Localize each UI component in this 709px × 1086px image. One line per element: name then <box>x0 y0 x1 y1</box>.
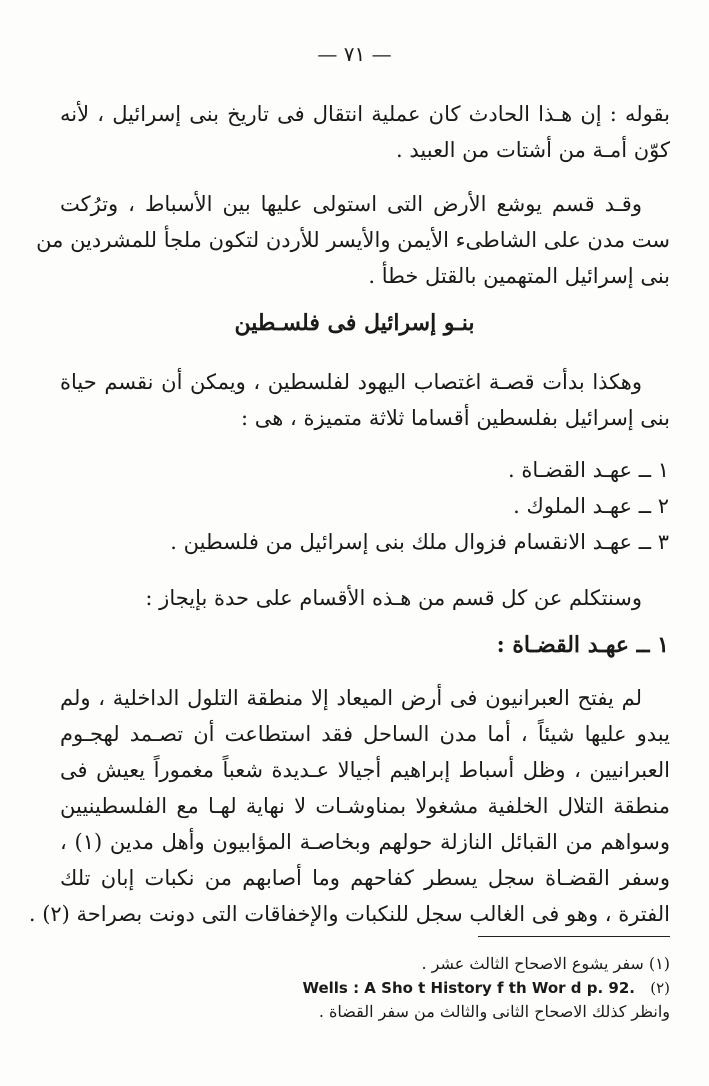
list-item: ٢ ــ عهـد الملوك . <box>513 494 669 518</box>
list-item: ١ ــ عهـد القضـاة . <box>508 458 669 482</box>
paragraph-line: ست مدن على الشاطىء الأيمن والأيسر للأردن لتكون ملجأ للمشردين من <box>36 228 670 252</box>
paragraph-line: بنى إسرائيل بفلسطين أقساما ثلاثة متميزة ، هى : <box>241 406 670 430</box>
footnote-divider <box>478 936 670 937</box>
footnote-2-text: Wells : A Sho t History f th Wor d p. 92. <box>302 979 635 997</box>
footnote-2-mark: (٢) <box>650 979 670 997</box>
footnote-2 <box>200 976 670 1000</box>
subsection-heading: ١ ــ عهـد القضـاة : <box>496 632 669 658</box>
paragraph-line: يبدو عليها شيئاً ، أما مدن الساحل فقد استطاعت أن تصـمد لهجـوم <box>60 722 670 746</box>
paragraph-line: كوّن أمـة من أشتات من العبيد . <box>396 138 670 162</box>
paragraph-2 <box>36 186 670 294</box>
paragraph-line: وهكذا بدأت قصـة اغتصاب اليهود لفلسطين ، ويمكن أن نقسم حياة <box>60 370 642 394</box>
paragraph-line: وسفر القضـاة سجل يسطر كفاحهم وما أصابهم من نكبات إبان تلك <box>60 866 670 890</box>
paragraph-line: بنى إسرائيل المتهمين بالقتل خطأ . <box>368 264 670 288</box>
page-number: — ٧١ — <box>317 42 392 66</box>
list-item: ٣ ــ عهـد الانقسام فزوال ملك بنى إسرائيل من فلسطين . <box>170 530 669 554</box>
paragraph-5 <box>28 680 670 932</box>
paragraph-line: منطقة التلال الخلفية مشغولا بمناوشـات لا نهاية لهـا مع الفلسطينيين <box>60 794 670 818</box>
footnotes <box>200 952 670 1024</box>
periods-list <box>69 452 669 560</box>
paragraph-line: وسنتكلم عن كل قسم من هـذه الأقسام على حدة بإيجاز : <box>145 586 642 610</box>
paragraph-line: وقـد قسم يوشع الأرض التى استولى عليها بين الأسباط ، وترُكت <box>60 192 642 216</box>
footnote-1: (١) سفر يشوع الاصحاح الثالث عشر . <box>421 954 670 973</box>
paragraph-1 <box>60 96 670 168</box>
paragraph-4 <box>60 580 670 616</box>
paragraph-3 <box>60 364 670 436</box>
paragraph-line: الفترة ، وهو فى الغالب سجل للنكبات والإخفاقات التى دونت بصراحة (٢) . <box>28 902 670 926</box>
footnote-3: وانظر كذلك الاصحاح الثانى والثالث من سفر القضاة . <box>318 1002 670 1021</box>
paragraph-line: العبرانيين ، وظل أسباط إبراهيم أجيالا عـديدة شعباً مغموراً يعيش فى <box>60 758 670 782</box>
section-heading: بنـو إسرائيل فى فلسـطين <box>234 310 475 336</box>
paragraph-line: وسواهم من القبائل النازلة حولهم وبخاصـة المؤابيون وأهل مدين (١) ، <box>60 830 670 854</box>
paragraph-line: لم يفتح العبرانيون فى أرض الميعاد إلا منطقة التلول الداخلية ، ولم <box>60 686 642 710</box>
paragraph-line: بقوله : إن هـذا الحادث كان عملية انتقال فى تاريخ بنى إسرائيل ، لأنه <box>60 102 670 126</box>
